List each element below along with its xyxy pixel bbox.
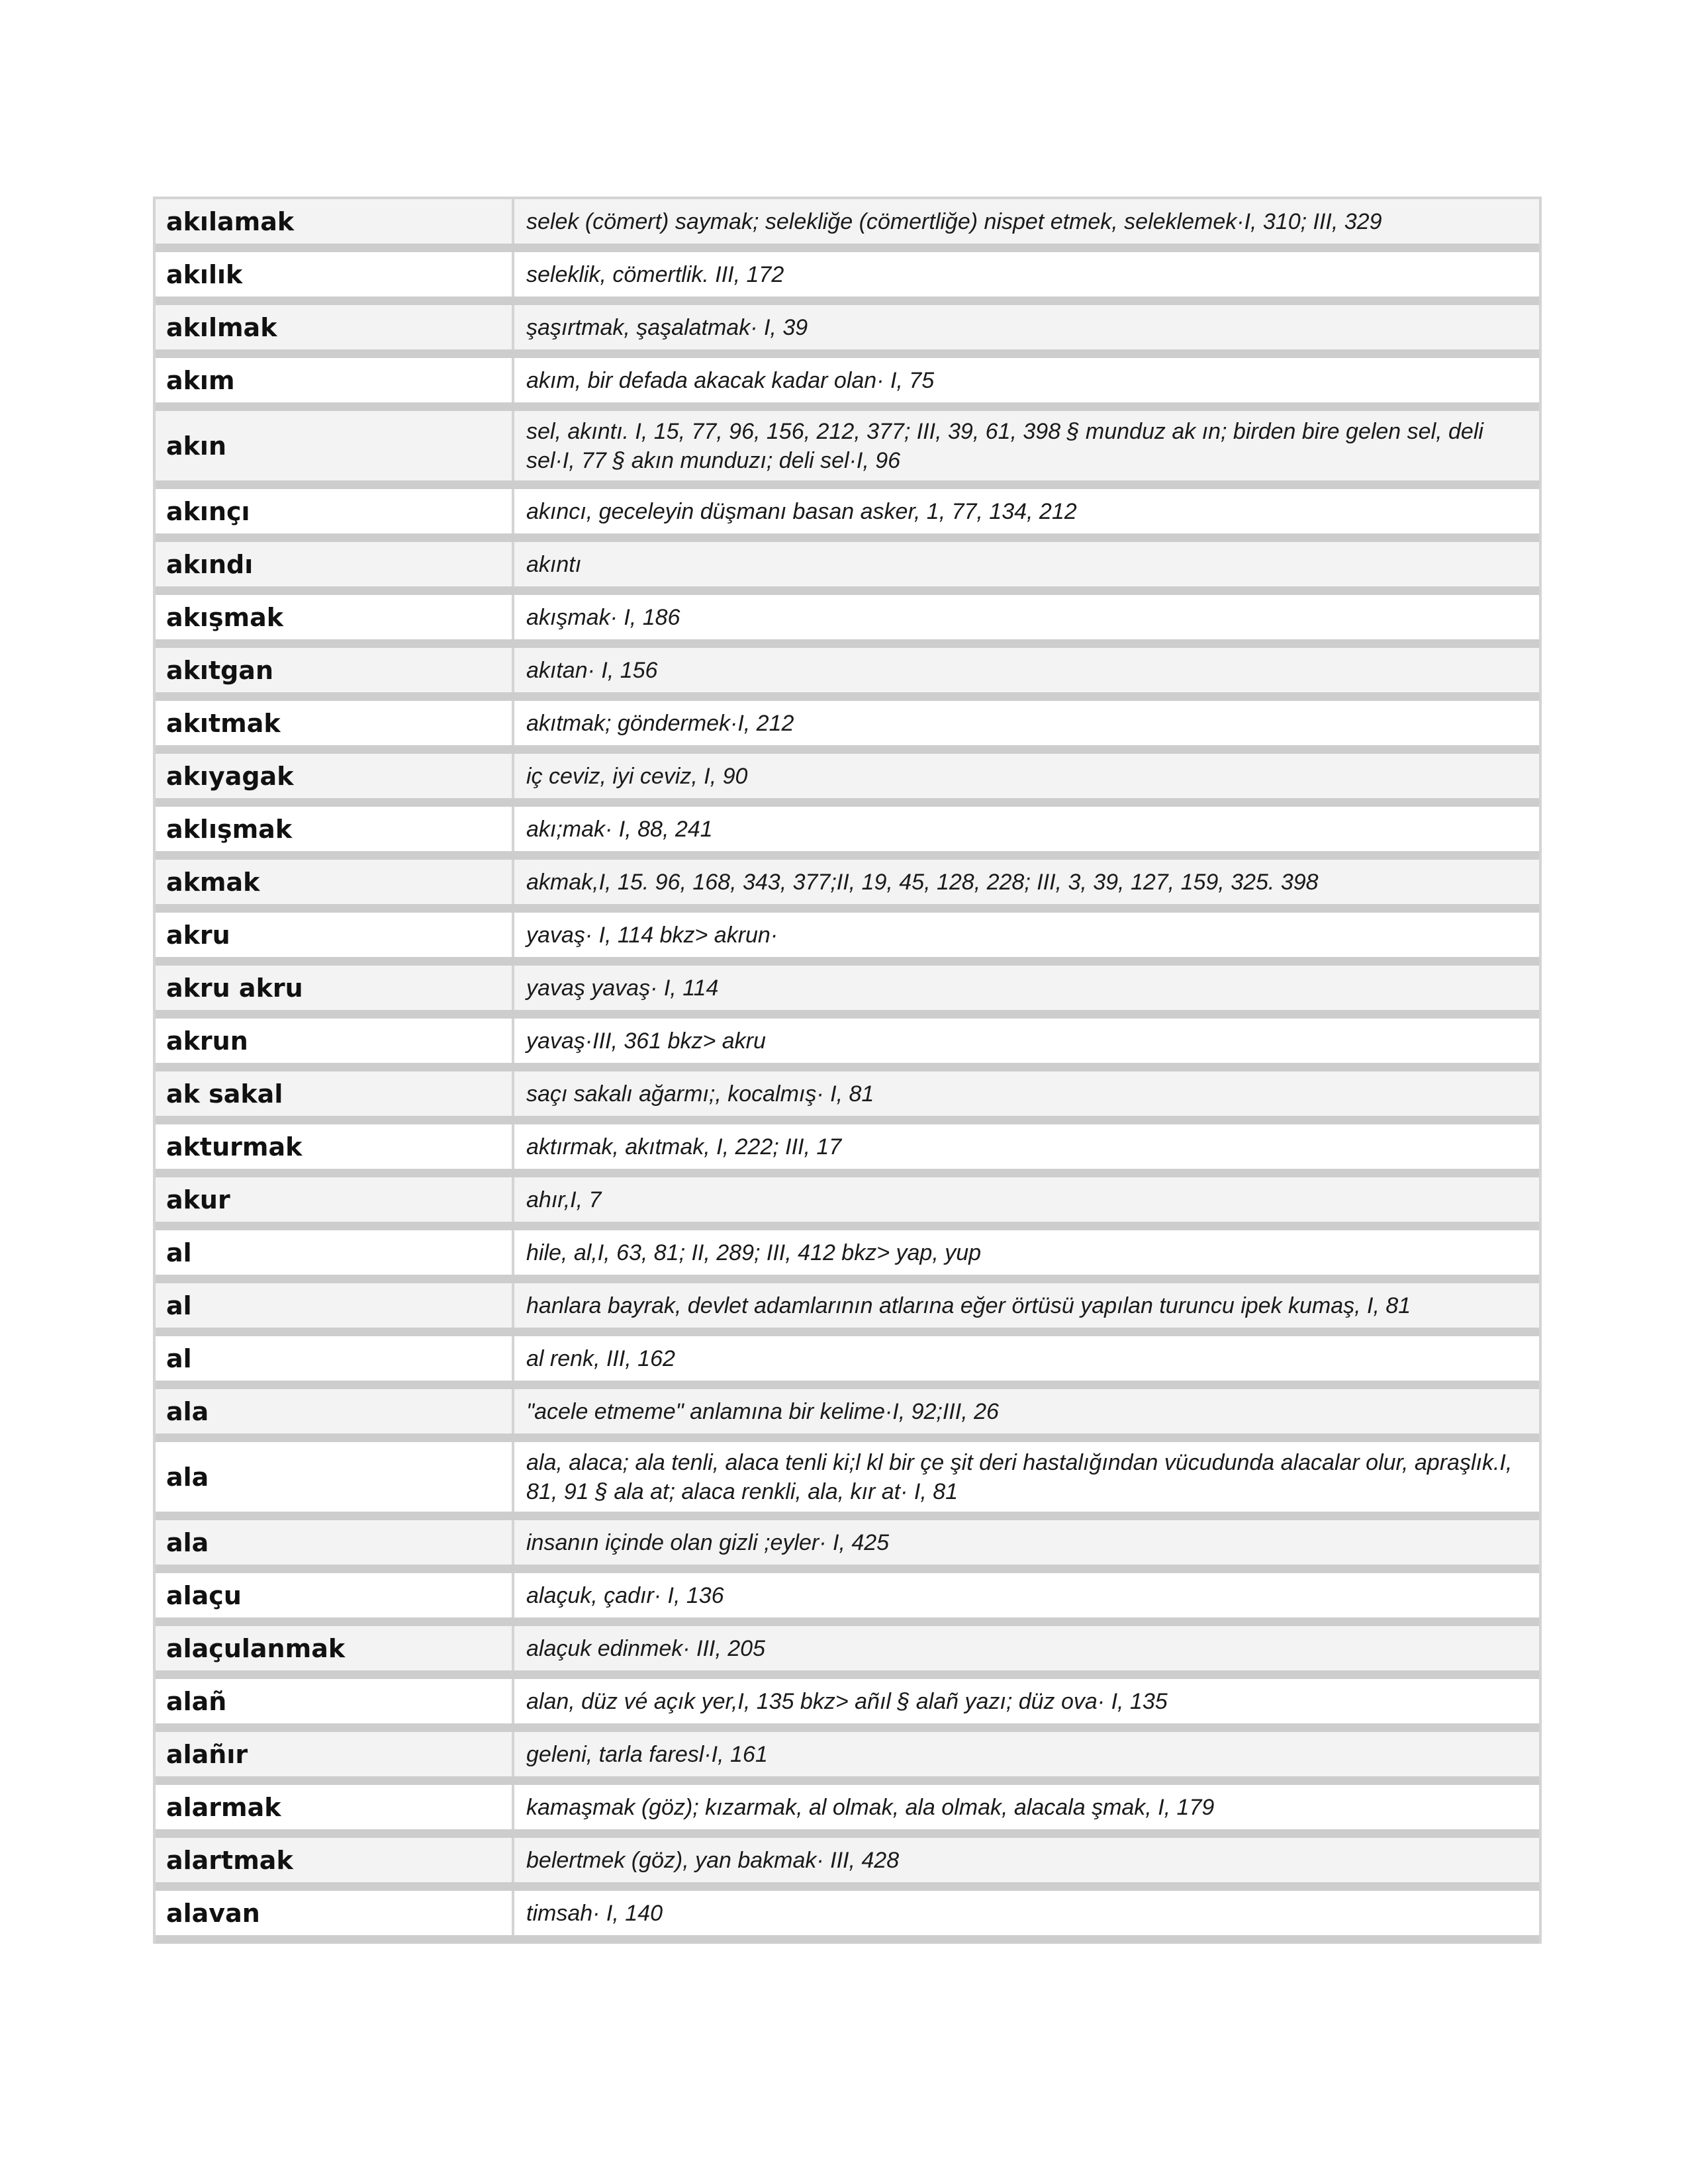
definition: selek (cömert) saymak; selekliğe (cömertliğe) nispet etmek, seleklemek·I, 310; III, 329 — [526, 208, 1382, 234]
table-row — [156, 1838, 1539, 1891]
table-row — [156, 1177, 1539, 1230]
definition: akışmak· I, 186 — [526, 604, 680, 630]
headword: akmak — [156, 860, 514, 904]
headword: akılamak — [156, 199, 514, 244]
definition: hanlara bayrak, devlet adamlarının atlarına eğer örtüsü yapılan turuncu ipek kumaş, I, 81 — [526, 1293, 1411, 1318]
table-row — [156, 807, 1539, 860]
headword: akıtmak — [156, 701, 514, 745]
definition: akım, bir defada akacak kadar olan· I, 75 — [526, 367, 935, 393]
table-row — [156, 754, 1539, 807]
table-row — [156, 542, 1539, 595]
definition: al renk, III, 162 — [526, 1345, 675, 1371]
table-row — [156, 913, 1539, 966]
definition: ahır,I, 7 — [526, 1187, 602, 1212]
dictionary-table — [153, 197, 1542, 1944]
table-row — [156, 701, 1539, 754]
headword: akru akru — [156, 966, 514, 1010]
table-row — [156, 358, 1539, 411]
headword: akınçı — [156, 489, 514, 533]
definition: geleni, tarla faresl·I, 161 — [526, 1741, 768, 1767]
definition: aktırmak, akıtmak, I, 222; III, 17 — [526, 1134, 842, 1160]
headword: akturmak — [156, 1124, 514, 1169]
table-row — [156, 1019, 1539, 1071]
headword: ala — [156, 1442, 514, 1512]
table-row — [156, 1679, 1539, 1732]
table-row — [156, 199, 1539, 252]
definition: hile, al,I, 63, 81; II, 289; III, 412 bkz> yap, yup — [526, 1240, 982, 1265]
headword: alavan — [156, 1891, 514, 1935]
headword: akılmak — [156, 305, 514, 349]
headword: akılık — [156, 252, 514, 296]
table-row — [156, 648, 1539, 701]
definition: "acele etmeme" anlamına bir kelime·I, 92;III, 26 — [526, 1398, 999, 1424]
definition: yavaş yavaş· I, 114 — [526, 975, 719, 1001]
headword: al — [156, 1283, 514, 1328]
table-row — [156, 252, 1539, 305]
definition: şaşırtmak, şaşalatmak· I, 39 — [526, 314, 808, 340]
definition: akıntı — [526, 551, 582, 577]
headword: alaçu — [156, 1573, 514, 1617]
definition: seleklik, cömertlik. III, 172 — [526, 261, 784, 287]
headword: akışmak — [156, 595, 514, 639]
headword: al — [156, 1230, 514, 1275]
headword: alaçulanmak — [156, 1626, 514, 1670]
headword: alartmak — [156, 1838, 514, 1882]
headword: aklışmak — [156, 807, 514, 851]
definition: insanın içinde olan gizli ;eyler· I, 425 — [526, 1529, 890, 1555]
table-row — [156, 489, 1539, 542]
headword: alarmak — [156, 1785, 514, 1829]
definition: yavaş·III, 361 bkz> akru — [526, 1028, 766, 1054]
table-row — [156, 411, 1539, 489]
headword: ala — [156, 1389, 514, 1433]
table-row — [156, 1573, 1539, 1626]
table-row — [156, 1389, 1539, 1442]
definition: kamaşmak (göz); kızarmak, al olmak, ala olmak, alacala şmak, I, 179 — [526, 1794, 1215, 1820]
definition: alaçuk edinmek· III, 205 — [526, 1635, 765, 1661]
definition: akıtan· I, 156 — [526, 657, 658, 683]
headword: akındı — [156, 542, 514, 586]
table-row — [156, 1283, 1539, 1336]
table-row — [156, 1336, 1539, 1389]
definition: akıncı, geceleyin düşmanı basan asker, 1, 77, 134, 212 — [526, 498, 1077, 524]
definition: iç ceviz, iyi ceviz, I, 90 — [526, 763, 748, 789]
headword: alañır — [156, 1732, 514, 1776]
table-row — [156, 1230, 1539, 1283]
table-row — [156, 1626, 1539, 1679]
table-row — [156, 1732, 1539, 1785]
headword: akıtgan — [156, 648, 514, 692]
headword: akrun — [156, 1019, 514, 1063]
table-row — [156, 1520, 1539, 1573]
table-row — [156, 1124, 1539, 1177]
headword: ala — [156, 1520, 514, 1565]
table-row — [156, 1785, 1539, 1838]
headword: al — [156, 1336, 514, 1381]
headword: ak sakal — [156, 1071, 514, 1116]
table-row — [156, 1891, 1539, 1944]
headword: alañ — [156, 1679, 514, 1723]
headword: akın — [156, 411, 514, 480]
table-row — [156, 1071, 1539, 1124]
definition: akı;mak· I, 88, 241 — [526, 816, 713, 842]
table-row — [156, 1442, 1539, 1520]
definition: saçı sakalı ağarmı;, kocalmış· I, 81 — [526, 1081, 874, 1107]
headword: akur — [156, 1177, 514, 1222]
table-row — [156, 595, 1539, 648]
definition: yavaş· I, 114 bkz> akrun· — [526, 922, 778, 948]
table-row — [156, 860, 1539, 913]
definition: belertmek (göz), yan bakmak· III, 428 — [526, 1847, 900, 1873]
table-row — [156, 966, 1539, 1019]
headword: akru — [156, 913, 514, 957]
headword: akıyagak — [156, 754, 514, 798]
definition: alaçuk, çadır· I, 136 — [526, 1582, 724, 1608]
table-row — [156, 305, 1539, 358]
definition: alan, düz vé açık yer,I, 135 bkz> añıl § alañ yazı; düz ova· I, 135 — [526, 1688, 1168, 1714]
definition: sel, akıntı. I, 15, 77, 96, 156, 212, 377; III, 39, 61, 398 § munduz ak ın; birden bire gelen sel, deli sel·I, 77 § akın munduzı; deli sel·I, 96 — [526, 418, 1483, 473]
definition: akıtmak; göndermek·I, 212 — [526, 710, 794, 736]
definition: akmak,I, 15. 96, 168, 343, 377;II, 19, 45, 128, 228; III, 3, 39, 127, 159, 325. 398 — [526, 869, 1319, 895]
definition: ala, alaca; ala tenli, alaca tenli ki;l kl bir çe şit deri hastalığından vücudunda alacalar olur, apraşlık.I, 81, 91 § ala at; alaca renkli, ala, kır at· I, 81 — [526, 1449, 1513, 1504]
headword: akım — [156, 358, 514, 402]
definition: timsah· I, 140 — [526, 1900, 663, 1926]
